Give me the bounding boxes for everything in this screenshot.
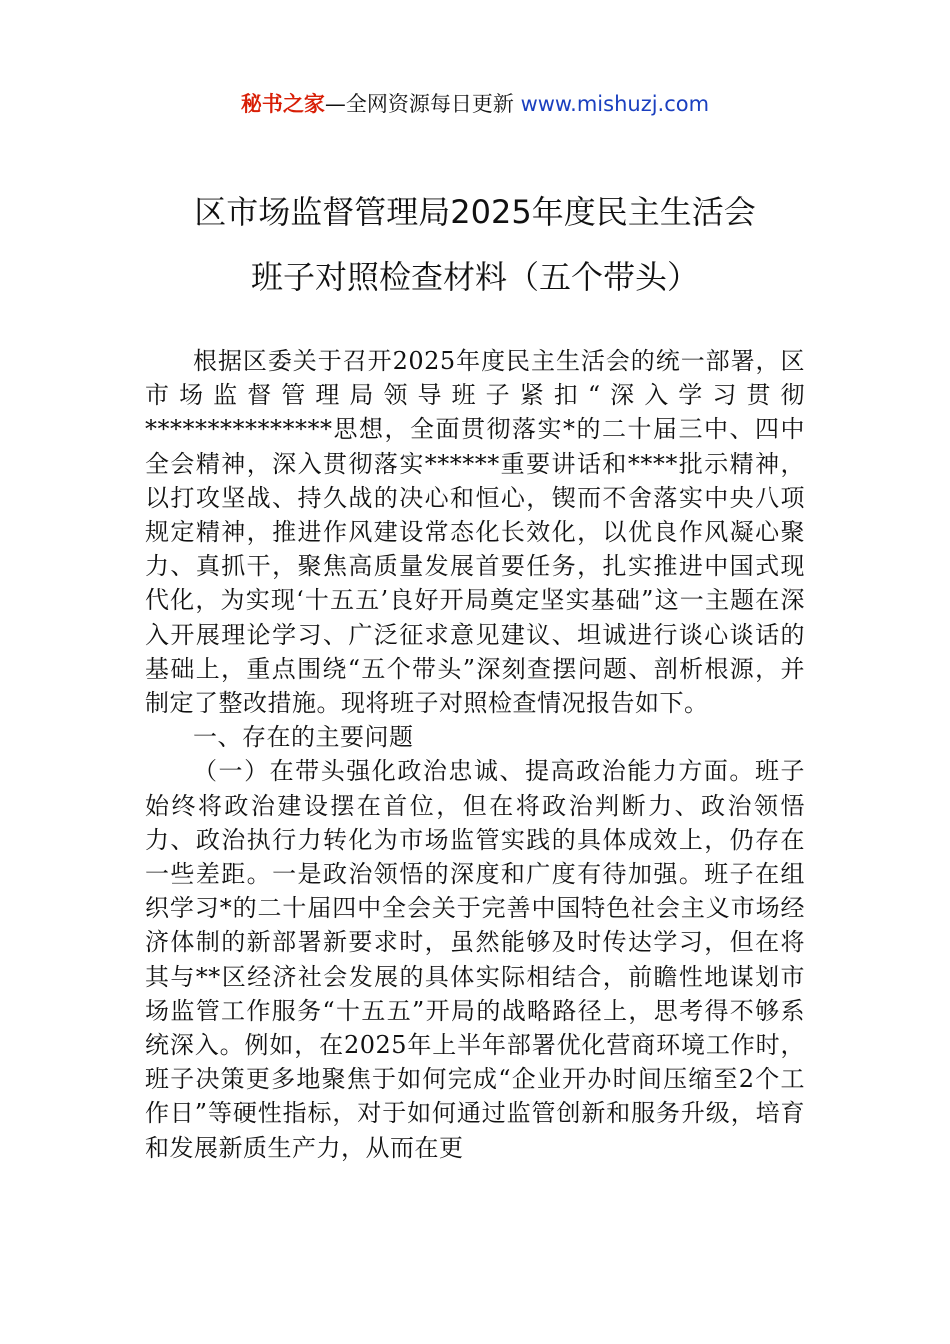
intro-paragraph: 根据区委关于召开2025年度民主生活会的统一部署，区市场监督管理局领导班子紧扣“深入学习贯彻***************思想，全面贯彻落实*的二十届三中、四中全会精神，深入贯彻落实******重要讲话和****批示精神，以打攻坚战、持久战的决心和恒心，锲而不舍落实中央八项规定精神，推进作风建设常态化长效化，以优良作风凝心聚力、真抓干，聚焦高质量发展首要任务，扎实推进中国式现代化，为实现‘十五五’良好开局奠定坚实基础”这一主题在深入开展理论学习、广泛征求意见建议、坦诚进行谈心谈话的基础上，重点围绕“五个带头”深刻查摆问题、剖析根源，并制定了整改措施。现将班子对照检查情况报告如下。 bbox=[145, 347, 805, 718]
banner-brand: 秘书之家 bbox=[240, 92, 325, 116]
document-body bbox=[145, 344, 805, 1165]
banner-tagline: —全网资源每日更新 bbox=[324, 92, 521, 116]
section-heading: 一、存在的主要问题 bbox=[193, 723, 414, 752]
banner-url-link[interactable]: www.mishuzj.com bbox=[520, 92, 710, 116]
document-title-line-1: 区市场监督管理局2025年度民主生活会 bbox=[194, 193, 756, 231]
document-title-line-2: 班子对照检查材料（五个带头） bbox=[250, 258, 699, 296]
subsection-paragraph: （一）在带头强化政治忠诚、提高政治能力方面。班子始终将政治建设摆在首位，但在将政治判断力、政治领悟力、政治执行力转化为市场监管实践的具体成效上，仍存在一些差距。一是政治领悟的深度和广度有待加强。班子在组织学习*的二十届四中全会关于完善中国特色社会主义市场经济体制的新部署新要求时，虽然能够及时传达学习，但在将其与**区经济社会发展的具体实际相结合，前瞻性地谋划市场监管工作服务“十五五”开局的战略路径上，思考得不够系统深入。例如，在2025年上半年部署优化营商环境工作时，班子决策更多地聚焦于如何完成“企业开办时间压缩至2个工作日”等硬性指标，对于如何通过监管创新和服务升级，培育和发展新质生产力，从而在更 bbox=[145, 757, 805, 1162]
site-banner bbox=[0, 88, 950, 120]
